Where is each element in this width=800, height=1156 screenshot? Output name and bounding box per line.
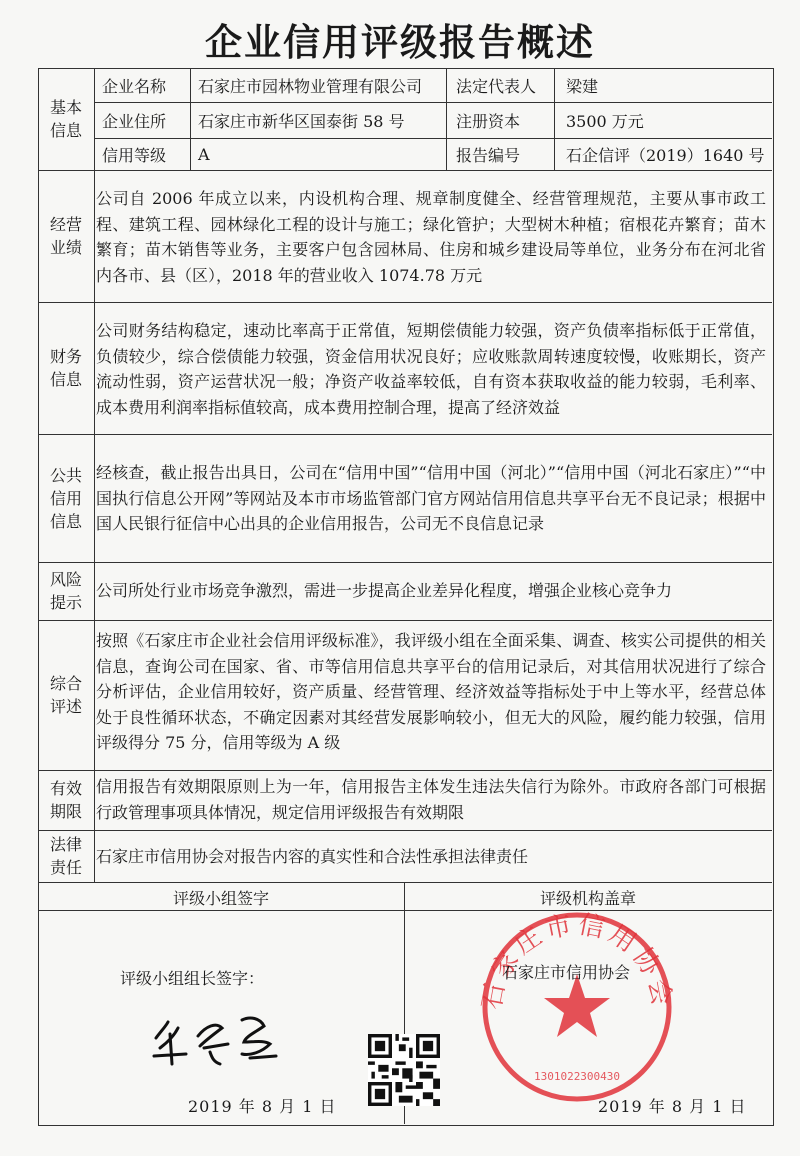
report-value: 石企信评（2019）1640 号 [566, 145, 765, 165]
row-divider [38, 882, 772, 883]
report-label: 报告编号 [456, 145, 521, 165]
validity-text: 信用报告有效期限原则上为一年，信用报告主体发生违法失信行为除外。市政府各部门可根据行政管理事项具体情况，规定信用评级报告有效期限 [96, 777, 766, 822]
rep-value: 梁建 [566, 76, 599, 96]
svg-text:石家庄市信用协会: 石家庄市信用协会 [476, 909, 678, 1012]
page-title: 企业信用评级报告概述 [205, 21, 595, 64]
legal-text: 石家庄市信用协会对报告内容的真实性和合法性承担法律责任 [96, 847, 529, 866]
addr-label: 企业住所 [102, 111, 167, 131]
row-divider [38, 302, 772, 303]
row-divider [38, 170, 772, 171]
team-leader-signature-label: 评级小组组长签字： [120, 969, 265, 988]
row-divider [38, 434, 772, 435]
finance-label: 财务信息 [49, 347, 82, 389]
capital-label: 注册资本 [456, 111, 521, 131]
risk-text: 公司所处行业市场竞争激烈，需进一步提高企业差异化程度，增强企业核心竞争力 [96, 581, 673, 600]
col-divider [446, 68, 447, 170]
risk-label: 风险提示 [49, 570, 82, 612]
basic-info-label: 基本信息 [49, 98, 82, 140]
grade-label: 信用等级 [102, 145, 167, 165]
row-divider [38, 770, 772, 771]
rating-team-signature-header: 评级小组签字 [172, 889, 269, 908]
col-divider [554, 68, 555, 170]
row-divider [38, 830, 772, 831]
public-credit-text: 经核查，截止报告出具日，公司在“信用中国”“信用中国（河北）”“信用中国（河北石家庄）”“中国执行信息公开网”等网站及本市市场监管部门官方网站信用信息共享平台无不良记录；根据中国人民银行征信中心出具的企业信用报告，公司无不良信息记录 [96, 463, 766, 533]
col-divider [190, 68, 191, 170]
public-credit-label: 公共信用信息 [49, 465, 82, 531]
legal-label: 法律责任 [49, 835, 82, 877]
row-divider [38, 620, 772, 621]
row-divider [94, 102, 772, 103]
summary-label: 综合评述 [49, 674, 82, 716]
rep-label: 法定代表人 [456, 76, 537, 96]
business-text: 公司自 2006 年成立以来，内设机构合理、规章制度健全、经营管理规范，主要从事市政工程、建筑工程、园林绿化工程的设计与施工；绿化管护；大型树木种植；宿根花卉繁育；苗木繁育；苗木销售等业务，主要客户包含园林局、住房和城乡建设局等单位，业务分布在河北省内各市、县（区），2018 年的营业收入 1074.78 万元 [96, 189, 766, 285]
handwritten-signature [150, 1008, 300, 1068]
name-value: 石家庄市园林物业管理有限公司 [198, 76, 423, 96]
grade-value: A [198, 144, 210, 164]
rating-agency-name: 石家庄市信用协会 [502, 963, 631, 982]
official-seal-stamp [474, 904, 680, 1110]
right-date: 2019 年 8 月 1 日 [598, 1097, 747, 1116]
business-label: 经营业绩 [49, 215, 82, 257]
validity-label: 有效期限 [49, 779, 82, 821]
capital-value: 3500 万元 [566, 111, 644, 131]
name-label: 企业名称 [102, 76, 167, 96]
report-table [38, 68, 774, 1126]
col-divider [94, 68, 95, 882]
row-divider [38, 562, 772, 563]
agency-seal-header: 评级机构盖章 [539, 889, 636, 908]
summary-text: 按照《石家庄市企业社会信用评级标准》，我评级小组在全面采集、调查、核实公司提供的相关信息，查询公司在国家、省、市等信用信息共享平台的信用记录后，对其信用状况进行了综合分析评估，企业信用较好，资产质量、经营管理、经济效益等指标处于中上等水平，经营总体处于良性循环状态，不确定因素对其经营发展影响较小，但无大的风险，履约能力较强，信用评级得分 75 分，信用等级为 A 级 [96, 631, 766, 752]
svg-text:1301022300430: 1301022300430 [533, 1070, 621, 1083]
finance-text: 公司财务结构稳定，速动比率高于正常值，短期偿债能力较强，资产负债率指标低于正常值，负债较少，综合偿债能力较强，资金信用状况良好；应收账款周转速度较慢，收账期长，资产流动性弱，资产运营状况一般；净资产收益率较低，自有资本获取收益的能力较弱，毛利率、成本费用利润率指标值较高，成本费用控制合理，提高了经济效益 [96, 321, 766, 417]
qr-code-icon [368, 1034, 440, 1106]
left-date: 2019 年 8 月 1 日 [188, 1097, 337, 1116]
addr-value: 石家庄市新华区国泰街 58 号 [198, 111, 405, 131]
